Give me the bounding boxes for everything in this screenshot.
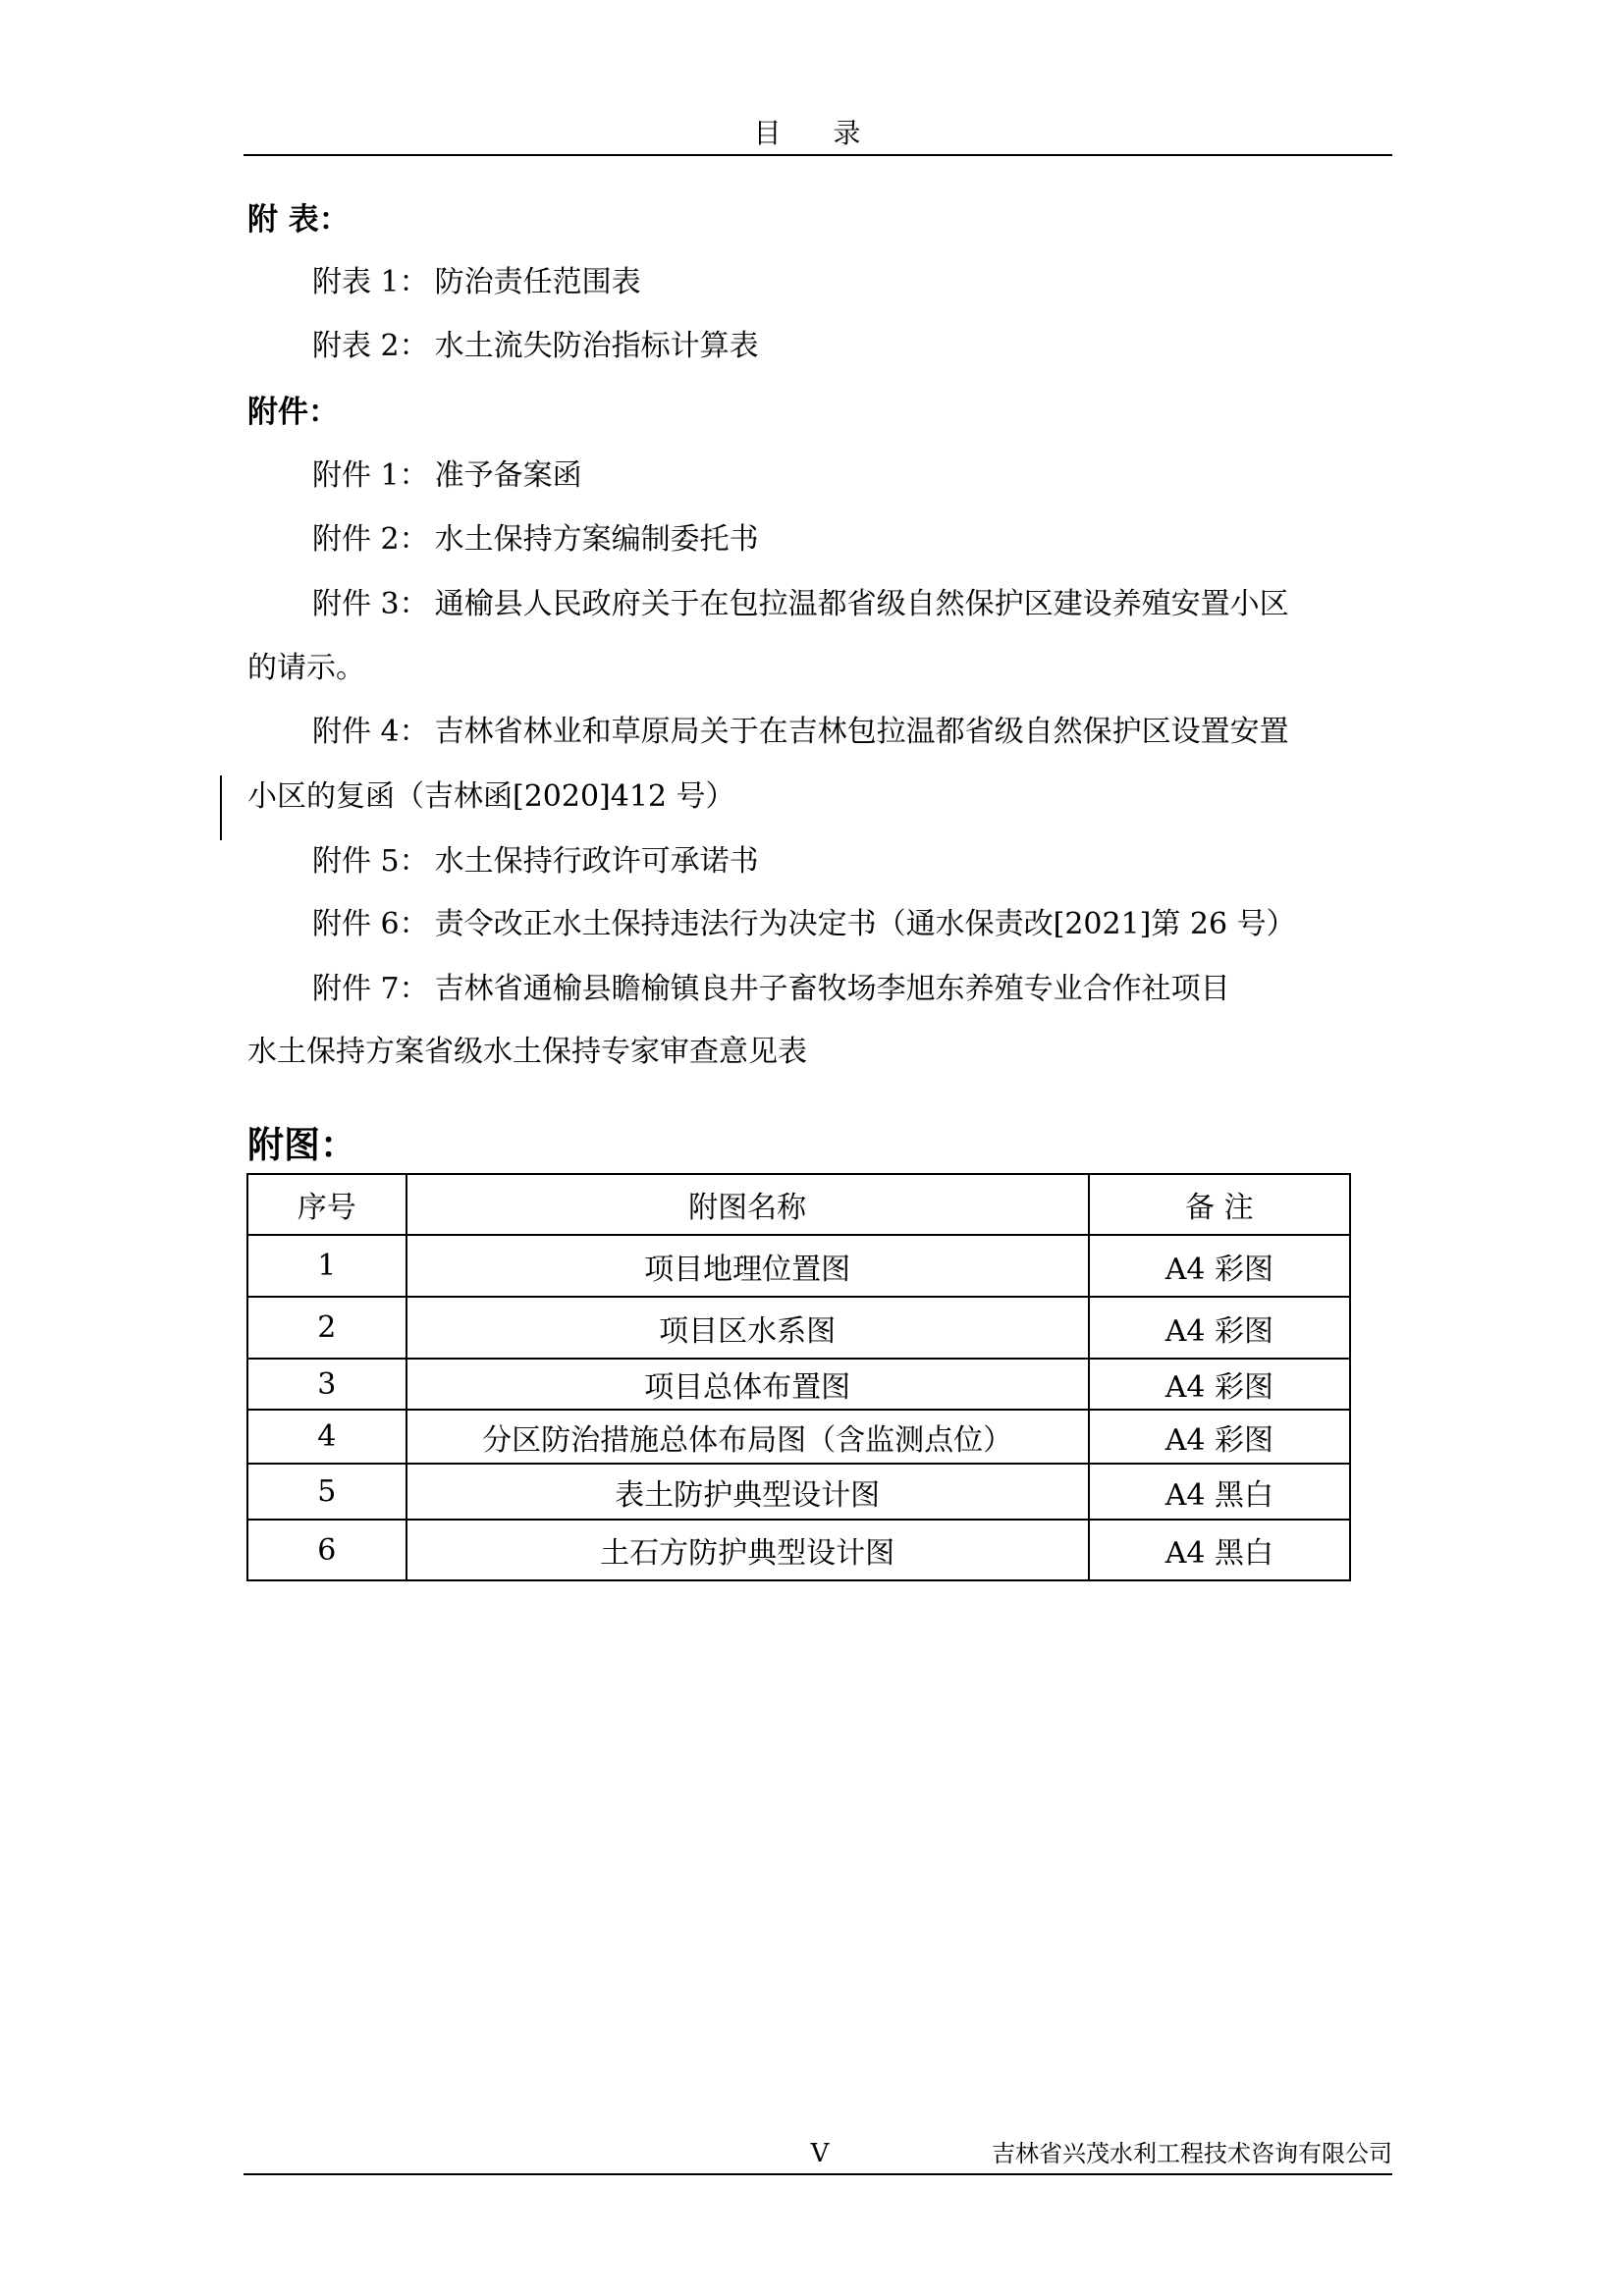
attachments-list-item [312, 905, 1296, 944]
page-number: V [810, 2139, 830, 2168]
cell-name: 表土防护典型设计图 [406, 1464, 1089, 1520]
cell-note: A4 黑白 [1089, 1520, 1350, 1580]
cell-note: A4 彩图 [1089, 1359, 1350, 1410]
item-text: 准予备案函 [434, 458, 582, 493]
item-label: 附表 2： [312, 329, 429, 363]
cell-name: 项目区水系图 [406, 1297, 1089, 1359]
header-divider [244, 154, 1392, 156]
company-name: 吉林省兴茂水利工程技术咨询有限公司 [992, 2140, 1392, 2167]
tables-section-heading: 附 表： [247, 202, 350, 238]
table-row [247, 1297, 1350, 1359]
figures-section-heading: 附图： [247, 1123, 356, 1166]
cell-name: 土石方防护典型设计图 [406, 1520, 1089, 1580]
attachments-list-item [312, 520, 759, 560]
item-text: 防治责任范围表 [434, 265, 641, 299]
attachments-section-heading: 附件： [247, 395, 339, 430]
table-row [247, 1464, 1350, 1520]
tables-list-item [312, 263, 641, 302]
revision-mark [220, 775, 222, 840]
item-text: 责令改正水土保持违法行为决定书（通水保责改[2021]第 26 号） [434, 907, 1296, 941]
item-label: 附表 1： [312, 265, 429, 299]
cell-note: A4 黑白 [1089, 1464, 1350, 1520]
cell-index: 6 [247, 1520, 406, 1580]
cell-note: A4 彩图 [1089, 1297, 1350, 1359]
item-label: 附件 4： [312, 715, 429, 749]
item-continuation: 的请示。 [247, 651, 365, 685]
cell-index: 1 [247, 1235, 406, 1297]
item-label: 附件 6： [312, 907, 429, 941]
item-label: 附件 5： [312, 844, 429, 879]
footer-divider [244, 2173, 1392, 2175]
item-label: 附件 3： [312, 587, 429, 621]
figures-table [246, 1173, 1351, 1581]
item-continuation: 水土保持方案省级水土保持专家审查意见表 [247, 1035, 807, 1069]
cell-index: 5 [247, 1464, 406, 1520]
attachments-list-item [312, 713, 1289, 752]
cell-note: A4 彩图 [1089, 1235, 1350, 1297]
cell-index: 2 [247, 1297, 406, 1359]
item-label: 附件 7： [312, 972, 429, 1006]
item-text: 水土保持方案编制委托书 [434, 522, 759, 557]
item-text: 水土保持行政许可承诺书 [434, 844, 759, 879]
attachments-list-item [312, 585, 1289, 624]
table-row [247, 1235, 1350, 1297]
item-continuation: 小区的复函（吉林函[2020]412 号） [247, 779, 735, 814]
table-header-row [247, 1174, 1350, 1235]
attachments-list-item [312, 456, 582, 496]
tables-list-item [312, 327, 759, 366]
cell-index: 3 [247, 1359, 406, 1410]
item-label: 附件 2： [312, 522, 429, 557]
cell-name: 项目地理位置图 [406, 1235, 1089, 1297]
table-row [247, 1410, 1350, 1464]
cell-index: 4 [247, 1410, 406, 1464]
cell-name: 分区防治措施总体布局图（含监测点位） [406, 1410, 1089, 1464]
cell-name: 项目总体布置图 [406, 1359, 1089, 1410]
column-header-name: 附图名称 [406, 1174, 1089, 1235]
table-row [247, 1520, 1350, 1580]
page-header-title: 目 录 [753, 117, 883, 149]
table-row [247, 1359, 1350, 1410]
item-text: 吉林省林业和草原局关于在吉林包拉温都省级自然保护区设置安置 [434, 715, 1289, 749]
attachments-list-item [312, 970, 1230, 1009]
item-text: 通榆县人民政府关于在包拉温都省级自然保护区建设养殖安置小区 [434, 587, 1289, 621]
column-header-index: 序号 [247, 1174, 406, 1235]
item-label: 附件 1： [312, 458, 429, 493]
item-text: 水土流失防治指标计算表 [434, 329, 759, 363]
column-header-note: 备 注 [1089, 1174, 1350, 1235]
item-text: 吉林省通榆县瞻榆镇良井子畜牧场李旭东养殖专业合作社项目 [434, 972, 1230, 1006]
attachments-list-item [312, 842, 759, 881]
cell-note: A4 彩图 [1089, 1410, 1350, 1464]
